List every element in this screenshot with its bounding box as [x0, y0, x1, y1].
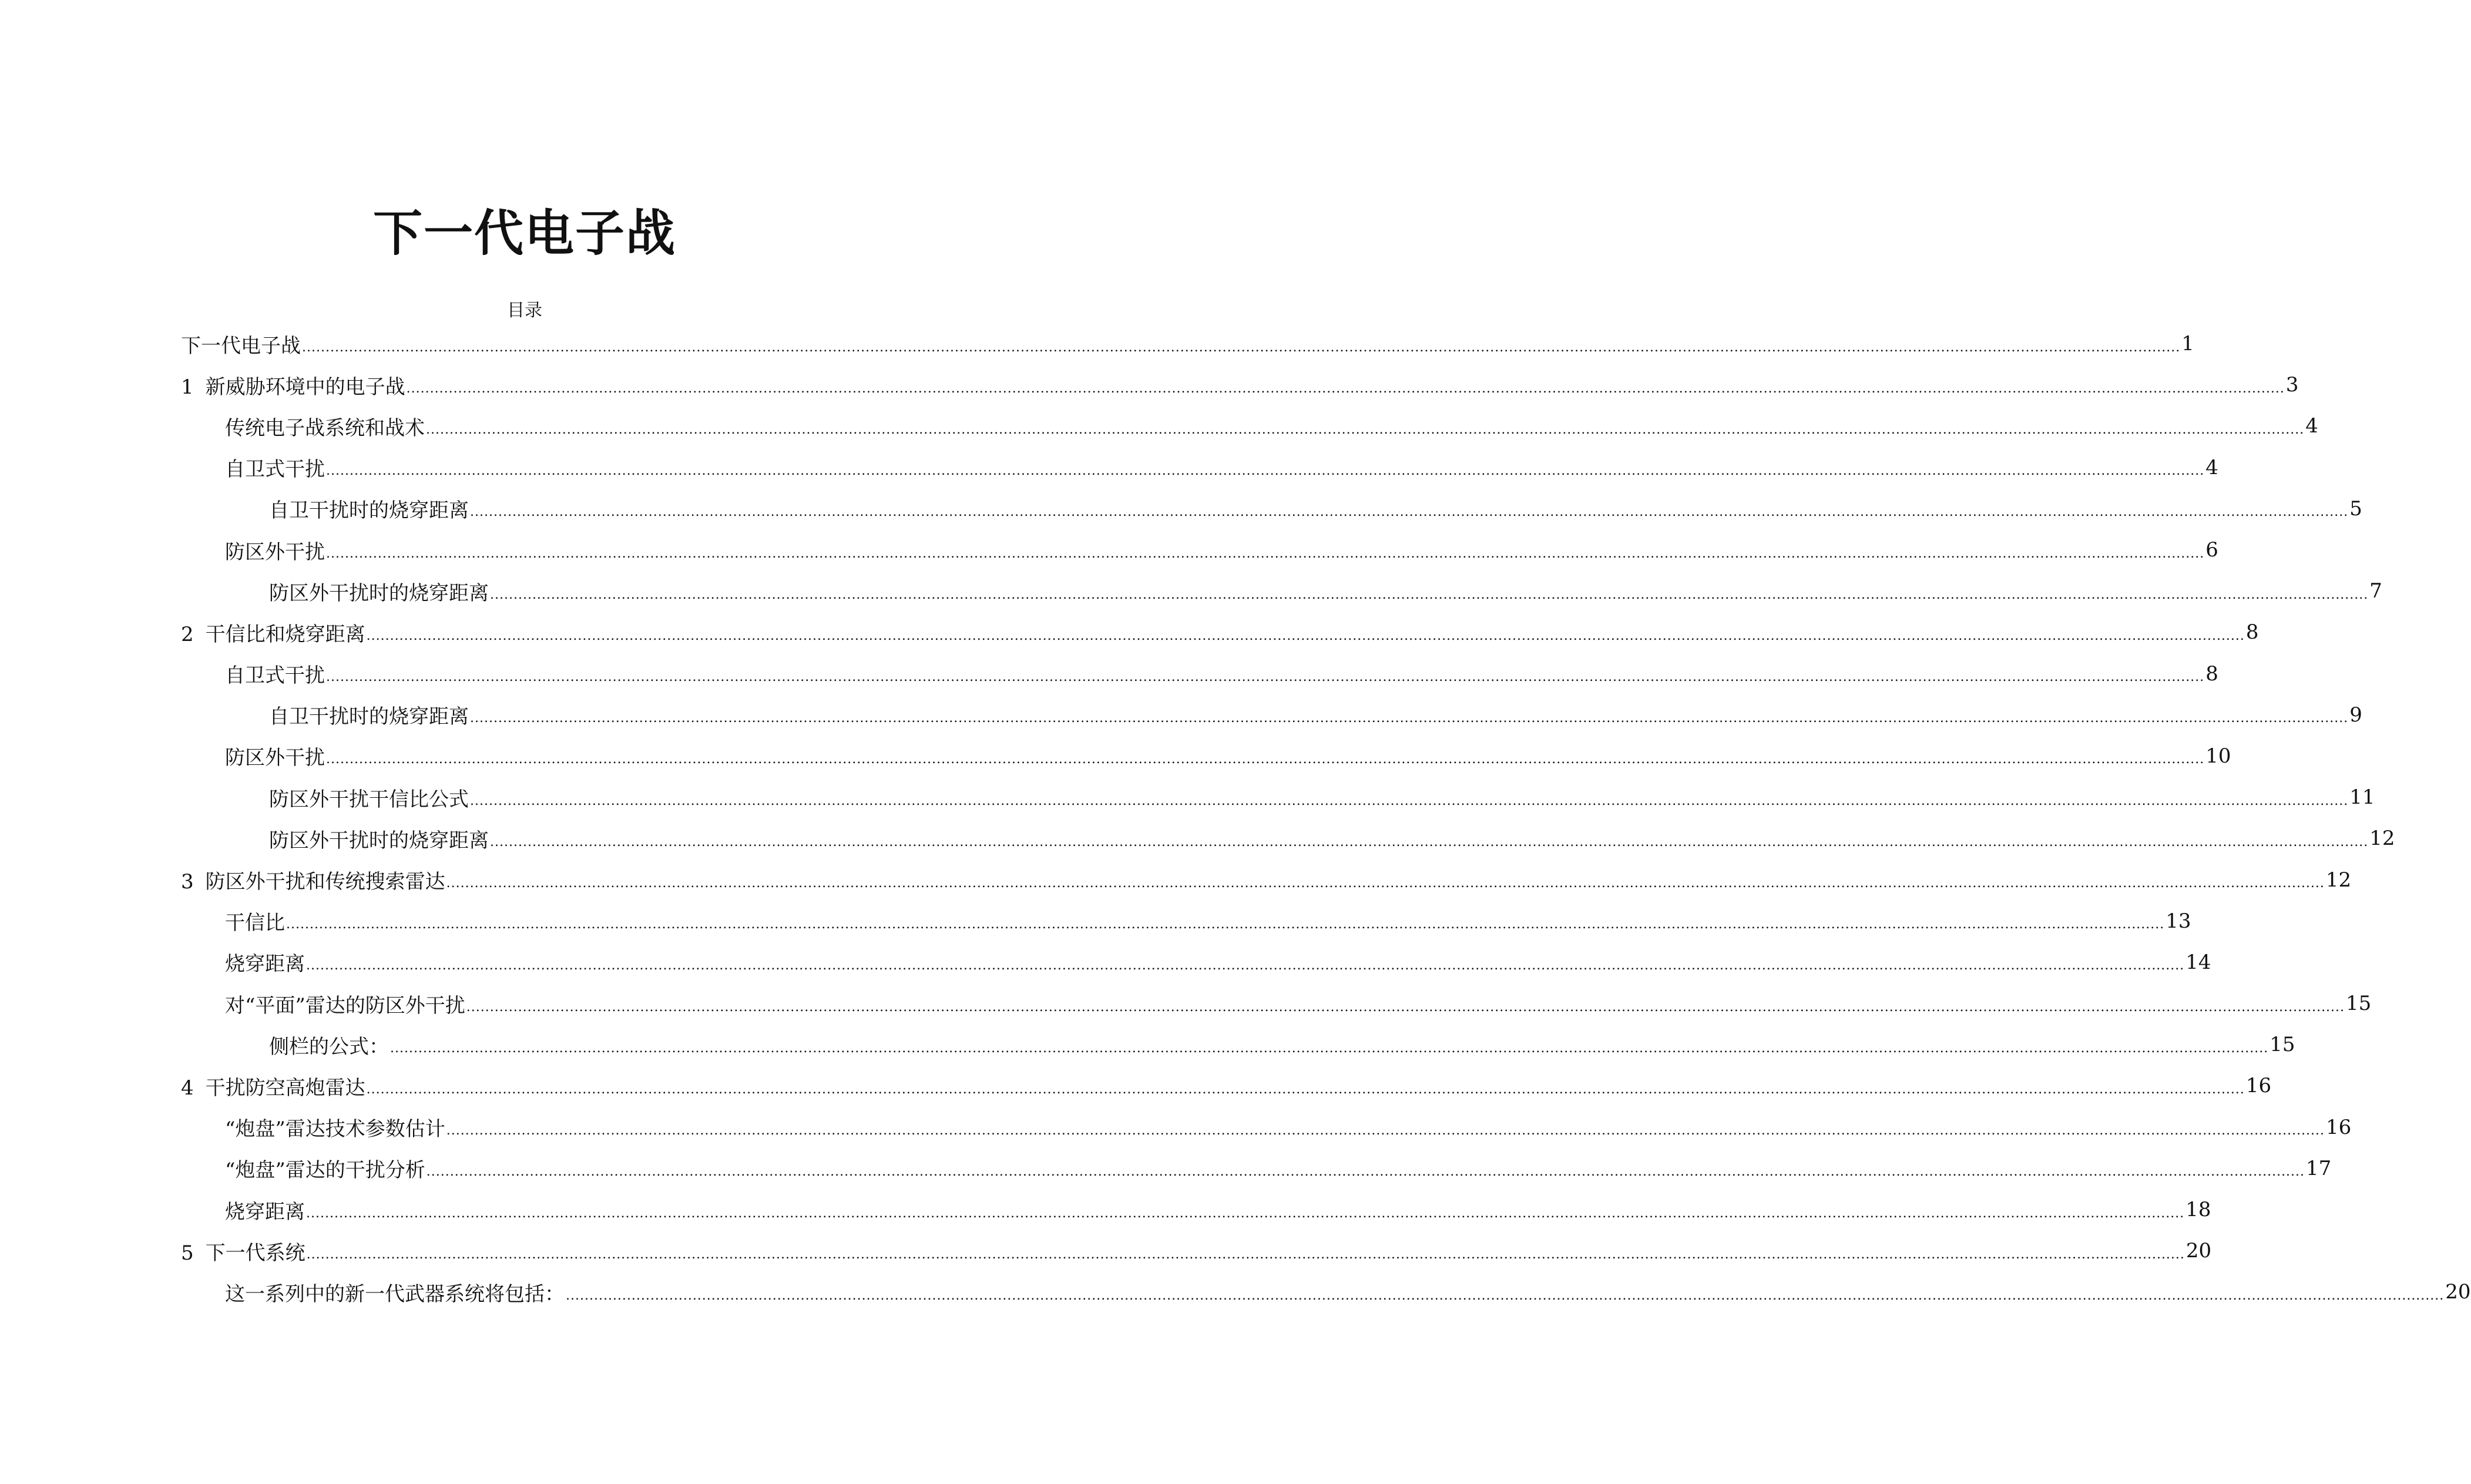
toc-heading: 目录	[507, 300, 542, 321]
toc-leader-dots: ................................................................................................................................................................................................................................................................................................................................................................................................................	[426, 422, 2305, 437]
table-of-contents	[181, 323, 2471, 1313]
toc-leader-dots: ................................................................................................................................................................................................................................................................................................................................................................................................................	[326, 464, 2205, 479]
toc-entry[interactable]	[181, 942, 2211, 983]
toc-entry[interactable]	[181, 1189, 2211, 1230]
toc-entry[interactable]	[181, 901, 2191, 942]
toc-entry-text: 这一系列中的新一代武器系统将包括：	[225, 1282, 565, 1306]
toc-leader-dots: ................................................................................................................................................................................................................................................................................................................................................................................................................	[326, 546, 2205, 561]
toc-entry[interactable]	[181, 1024, 2295, 1065]
toc-leader-dots: ................................................................................................................................................................................................................................................................................................................................................................................................................	[406, 381, 2285, 396]
toc-entry-label	[181, 865, 445, 894]
toc-entry-label	[181, 1237, 305, 1265]
toc-entry-label	[181, 1072, 365, 1100]
toc-entry-label	[269, 783, 469, 812]
toc-entry-text: 新威胁环境中的电子战	[205, 375, 405, 399]
toc-entry-number: 2	[181, 622, 194, 646]
toc-entry[interactable]	[181, 818, 2395, 859]
toc-page-number: 1	[2181, 332, 2194, 356]
toc-leader-dots: ................................................................................................................................................................................................................................................................................................................................................................................................................	[490, 587, 2369, 602]
toc-entry[interactable]	[181, 653, 2218, 694]
toc-entry-label	[225, 906, 285, 935]
toc-entry-text: 防区外干扰时的烧穿距离	[269, 828, 489, 852]
toc-entry-text: 自卫干扰时的烧穿距离	[269, 499, 469, 523]
toc-leader-dots: ................................................................................................................................................................................................................................................................................................................................................................................................................	[390, 1040, 2269, 1056]
toc-entry-text: “炮盘”雷达的干扰分析	[225, 1159, 425, 1183]
toc-entry[interactable]	[181, 323, 2194, 364]
toc-leader-dots: ................................................................................................................................................................................................................................................................................................................................................................................................................	[302, 340, 2181, 355]
toc-entry-label	[225, 1196, 305, 1224]
toc-page-number: 3	[2285, 373, 2299, 397]
toc-entry-text: 自卫式干扰	[225, 664, 325, 688]
toc-leader-dots: ................................................................................................................................................................................................................................................................................................................................................................................................................	[466, 999, 2345, 1015]
toc-entry-text: 自卫干扰时的烧穿距离	[269, 705, 469, 729]
toc-leader-dots: ................................................................................................................................................................................................................................................................................................................................................................................................................	[566, 1288, 2445, 1303]
toc-page-number: 20	[2445, 1280, 2471, 1304]
toc-leader-dots: ................................................................................................................................................................................................................................................................................................................................................................................................................	[490, 834, 2369, 850]
toc-page-number: 11	[2349, 785, 2375, 810]
toc-entry-number: 4	[181, 1076, 194, 1100]
toc-entry[interactable]	[181, 364, 2299, 405]
toc-entry[interactable]	[181, 694, 2362, 736]
toc-entry-label	[225, 536, 325, 565]
toc-entry-label	[269, 494, 469, 523]
toc-leader-dots: ................................................................................................................................................................................................................................................................................................................................................................................................................	[306, 958, 2185, 973]
toc-entry-text: 干扰防空高炮雷达	[205, 1076, 365, 1100]
toc-page-number: 15	[2269, 1033, 2295, 1057]
toc-page-number: 12	[2325, 868, 2352, 892]
toc-entry-number: 3	[181, 870, 194, 894]
toc-entry-label	[181, 330, 301, 358]
toc-entry-label	[225, 453, 325, 482]
toc-entry-text: 防区外干扰干信比公式	[269, 787, 469, 811]
toc-entry-text: 防区外干扰	[225, 746, 325, 770]
toc-leader-dots: ................................................................................................................................................................................................................................................................................................................................................................................................................	[446, 1123, 2325, 1139]
toc-leader-dots: ................................................................................................................................................................................................................................................................................................................................................................................................................	[326, 670, 2205, 685]
toc-entry-text: 防区外干扰和传统搜索雷达	[205, 870, 445, 894]
toc-entry[interactable]	[181, 777, 2375, 818]
toc-entry-text: 烧穿距离	[225, 952, 305, 976]
toc-entry-text: 自卫式干扰	[225, 458, 325, 482]
toc-entry-text: “炮盘”雷达技术参数估计	[225, 1117, 445, 1141]
toc-entry-text: 侧栏的公式：	[269, 1035, 389, 1059]
toc-leader-dots: ................................................................................................................................................................................................................................................................................................................................................................................................................	[470, 793, 2349, 808]
toc-page-number: 4	[2305, 414, 2318, 438]
toc-entry-label	[269, 700, 469, 729]
toc-page-number: 8	[2245, 620, 2259, 644]
toc-entry-text: 下一代电子战	[181, 334, 301, 358]
toc-page-number: 17	[2306, 1156, 2332, 1180]
toc-leader-dots: ................................................................................................................................................................................................................................................................................................................................................................................................................	[470, 505, 2349, 520]
toc-entry-label	[269, 1030, 389, 1059]
toc-leader-dots: ................................................................................................................................................................................................................................................................................................................................................................................................................	[470, 711, 2349, 726]
toc-entry-label	[225, 989, 465, 1018]
toc-entry-text: 传统电子战系统和战术	[225, 416, 425, 440]
toc-entry-text: 下一代系统	[205, 1241, 305, 1265]
toc-page-number: 6	[2205, 538, 2218, 562]
toc-entry-label	[225, 1154, 425, 1183]
toc-entry-text: 烧穿距离	[225, 1200, 305, 1224]
toc-entry-text: 对“平面”雷达的防区外干扰	[225, 993, 465, 1018]
toc-page-number: 18	[2185, 1198, 2211, 1222]
document-title: 下一代电子战	[372, 204, 676, 262]
toc-entry[interactable]	[181, 983, 2372, 1024]
toc-leader-dots: ................................................................................................................................................................................................................................................................................................................................................................................................................	[366, 1082, 2245, 1097]
toc-leader-dots: ................................................................................................................................................................................................................................................................................................................................................................................................................	[326, 752, 2205, 767]
toc-entry-label	[225, 659, 325, 688]
toc-entry-label	[181, 618, 365, 647]
toc-entry[interactable]	[181, 529, 2218, 570]
toc-entry[interactable]	[181, 1271, 2471, 1312]
toc-entry-label	[225, 741, 325, 770]
toc-entry-label	[181, 371, 405, 399]
toc-leader-dots: ................................................................................................................................................................................................................................................................................................................................................................................................................	[446, 876, 2325, 891]
toc-entry[interactable]	[181, 1148, 2332, 1189]
toc-page-number: 12	[2369, 827, 2395, 851]
toc-entry-label	[269, 577, 489, 606]
toc-entry-number: 5	[181, 1241, 194, 1265]
toc-entry[interactable]	[181, 405, 2318, 446]
toc-page-number: 5	[2349, 496, 2362, 521]
toc-page-number: 16	[2326, 1115, 2352, 1139]
toc-page-number: 10	[2205, 744, 2231, 768]
toc-page-number: 20	[2185, 1239, 2212, 1263]
toc-leader-dots: ................................................................................................................................................................................................................................................................................................................................................................................................................	[366, 628, 2245, 643]
toc-entry-text: 防区外干扰时的烧穿距离	[269, 581, 489, 605]
toc-entry-label	[225, 948, 305, 976]
toc-leader-dots: ................................................................................................................................................................................................................................................................................................................................................................................................................	[286, 917, 2165, 932]
toc-leader-dots: ................................................................................................................................................................................................................................................................................................................................................................................................................	[306, 1206, 2185, 1221]
toc-entry-label	[225, 1113, 445, 1141]
toc-entry-label	[225, 412, 425, 441]
toc-entry[interactable]	[181, 1065, 2272, 1106]
toc-entry[interactable]	[181, 736, 2231, 777]
toc-leader-dots: ................................................................................................................................................................................................................................................................................................................................................................................................................	[426, 1164, 2305, 1180]
toc-page-number: 9	[2349, 703, 2362, 727]
toc-page-number: 7	[2369, 579, 2382, 603]
toc-entry[interactable]	[181, 612, 2259, 653]
toc-page-number: 16	[2245, 1074, 2272, 1098]
toc-page-number: 14	[2185, 950, 2211, 974]
toc-entry[interactable]	[181, 447, 2218, 488]
toc-entry-text: 干信比	[225, 911, 285, 935]
toc-entry-label	[269, 824, 489, 853]
toc-entry[interactable]	[181, 859, 2352, 900]
toc-entry[interactable]	[181, 570, 2382, 612]
toc-entry-number: 1	[181, 375, 194, 399]
toc-page-number: 4	[2205, 455, 2218, 479]
toc-entry-text: 干信比和烧穿距离	[205, 622, 365, 646]
toc-page-number: 13	[2166, 909, 2191, 933]
toc-entry[interactable]	[181, 1230, 2212, 1271]
toc-entry-text: 防区外干扰	[225, 540, 325, 564]
toc-page-number: 8	[2205, 662, 2218, 686]
toc-page-number: 15	[2346, 992, 2372, 1016]
toc-leader-dots: ................................................................................................................................................................................................................................................................................................................................................................................................................	[306, 1247, 2185, 1262]
toc-entry-label	[225, 1278, 565, 1307]
toc-entry[interactable]	[181, 488, 2362, 529]
toc-entry[interactable]	[181, 1107, 2352, 1148]
